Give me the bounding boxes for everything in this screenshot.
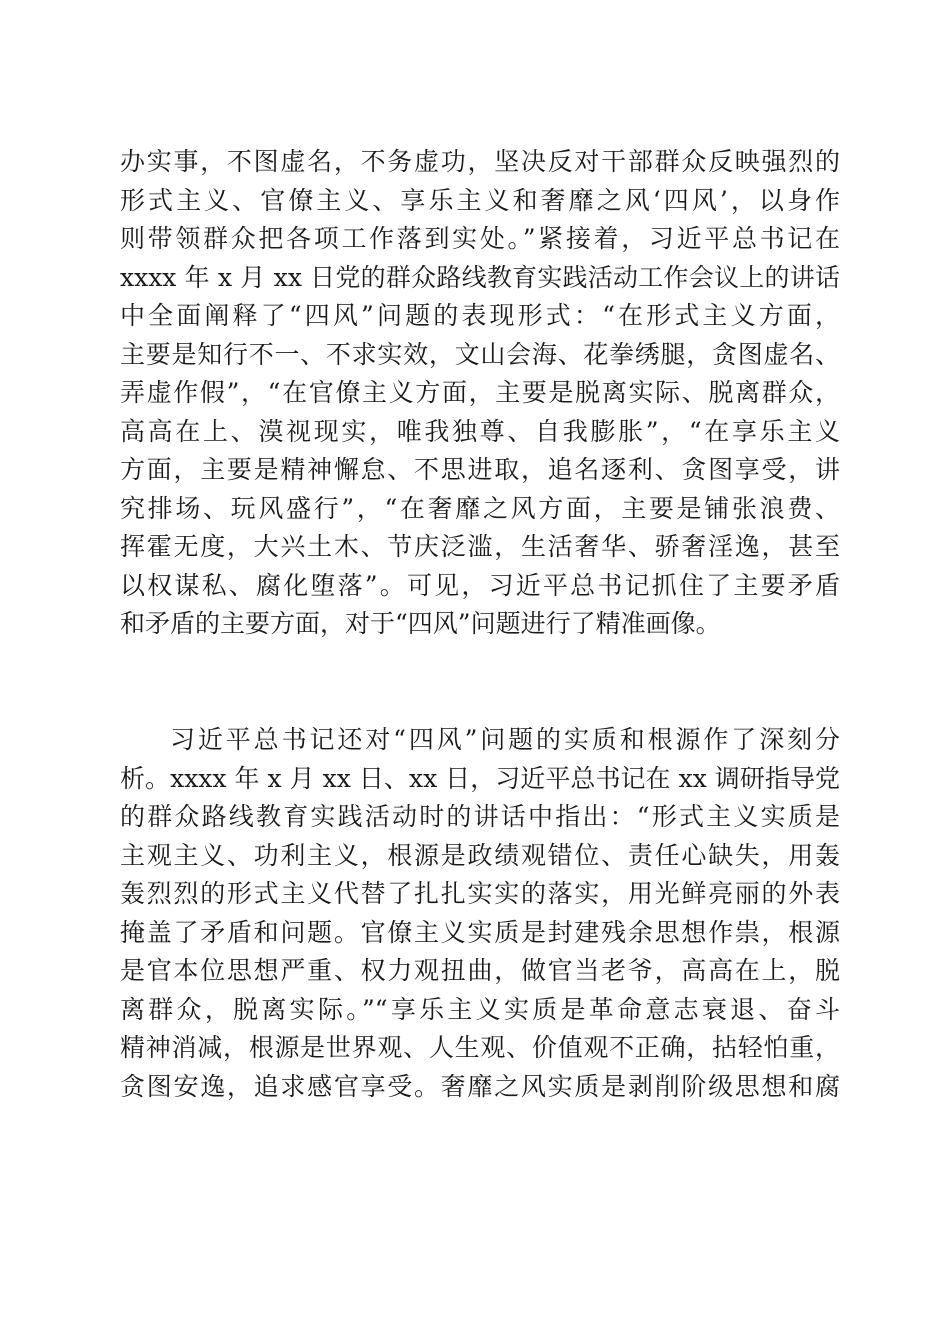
- text-line: 析。xxxx 年 x 月 xx 日、xx 日，习近平总书记在 xx 调研指导党: [120, 763, 840, 793]
- text-line: 离群众，脱离实际。”“享乐主义实质是革命意志衰退、奋斗: [120, 994, 840, 1024]
- text-line-first: 习近平总书记还对“四风”问题的实质和根源作了深刻分: [170, 725, 840, 754]
- text-line: 精神消减，根源是世界观、人生观、价值观不正确，拈轻怕重，: [120, 1033, 840, 1062]
- text-line: 则带领群众把各项工作落到实处。”紧接着，习近平总书记在: [120, 224, 840, 253]
- text-line: 贪图安逸，追求感官享受。奢靡之风实质是剥削阶级思想和腐: [120, 1071, 840, 1101]
- text-line: 弄虚作假”，“在官僚主义方面，主要是脱离实际、脱离群众，: [120, 378, 840, 407]
- paragraph-2: [120, 721, 840, 1106]
- text-line: 以权谋私、腐化堕落”。可见，习近平总书记抓住了主要矛盾: [120, 570, 840, 600]
- paragraph-1: [120, 143, 840, 644]
- text-line: 轰烈烈的形式主义代替了扎扎实实的落实，用光鲜亮丽的外表: [120, 879, 840, 908]
- text-line: 掩盖了矛盾和问题。官僚主义实质是封建残余思想作祟，根源: [120, 917, 840, 947]
- text-line: 挥霍无度，大兴土木、节庆泛滥，生活奢华、骄奢淫逸，甚至: [120, 532, 840, 561]
- text-line-last: 和矛盾的主要方面，对于“四风”问题进行了精准画像。: [120, 609, 721, 638]
- text-line: xxxx 年 x 月 xx 日党的群众路线教育实践活动工作会议上的讲话: [120, 262, 840, 292]
- text-line: 办实事，不图虚名，不务虚功，坚决反对干部群众反映强烈的: [120, 147, 840, 176]
- text-line: 高高在上、漠视现实，唯我独尊、自我膨胀”，“在享乐主义: [120, 416, 840, 446]
- text-line: 主观主义、功利主义，根源是政绩观错位、责任心缺失，用轰: [120, 840, 840, 870]
- text-line: 主要是知行不一、不求实效，文山会海、花拳绣腿，贪图虚名、: [120, 339, 840, 369]
- text-line: 的群众路线教育实践活动时的讲话中指出：“形式主义实质是: [120, 802, 840, 831]
- text-line: 中全面阐释了“四风”问题的表现形式：“在形式主义方面，: [120, 301, 840, 330]
- text-line: 方面，主要是精神懈怠、不思进取，追名逐利、贪图享受，讲: [120, 455, 840, 484]
- text-line: 是官本位思想严重、权力观扭曲，做官当老爷，高高在上，脱: [120, 956, 840, 985]
- text-line: 形式主义、官僚主义、享乐主义和奢靡之风‘四风’，以身作: [120, 185, 840, 215]
- text-line: 究排场、玩风盛行”，“在奢靡之风方面，主要是铺张浪费、: [120, 493, 840, 523]
